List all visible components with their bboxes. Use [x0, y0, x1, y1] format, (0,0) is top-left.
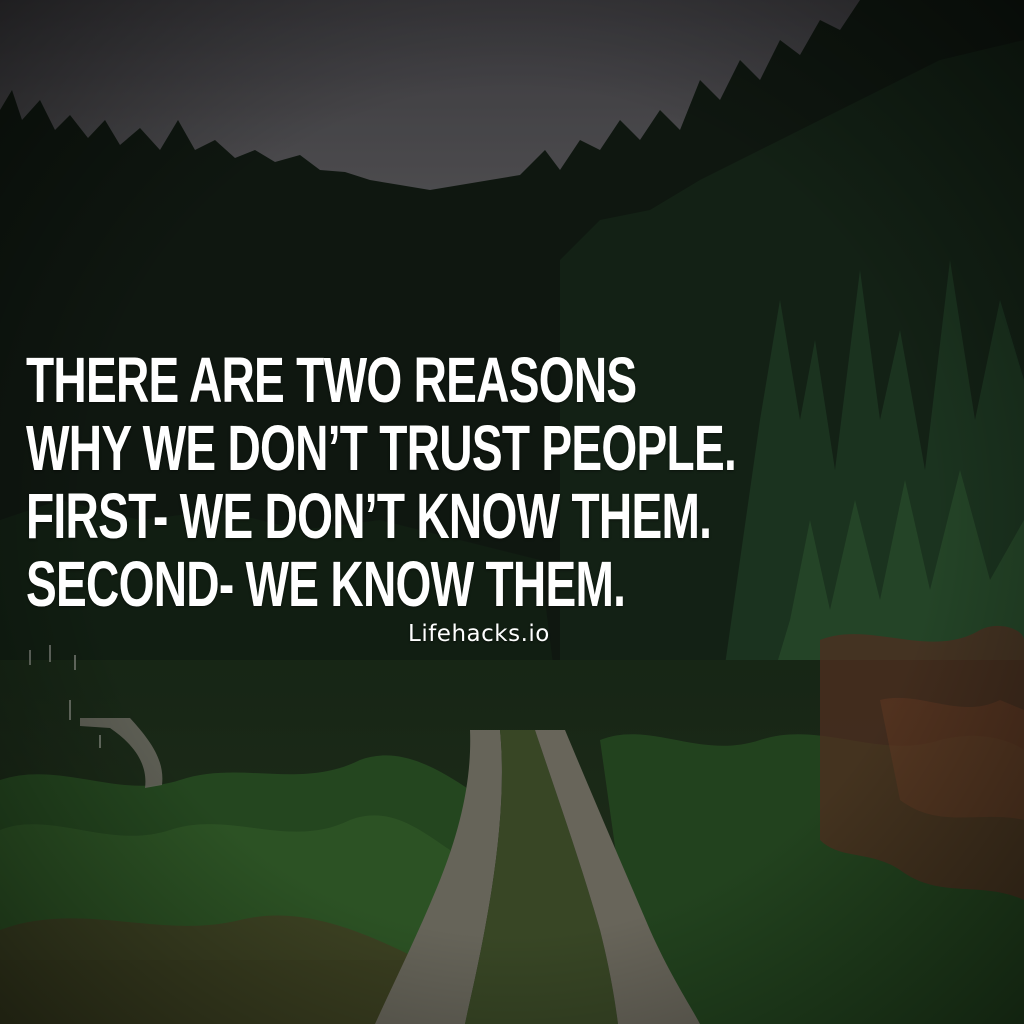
quote-line: FIRST- WE DON’T KNOW THEM. — [26, 480, 712, 552]
quote-line: WHY WE DON’T TRUST PEOPLE. — [26, 412, 737, 484]
quote-line: SECOND- WE KNOW THEM. — [26, 548, 626, 620]
source-credit: Lifehacks.io — [408, 621, 550, 647]
quote-line: THERE ARE TWO REASONS — [26, 344, 637, 416]
quote-text — [26, 346, 736, 618]
